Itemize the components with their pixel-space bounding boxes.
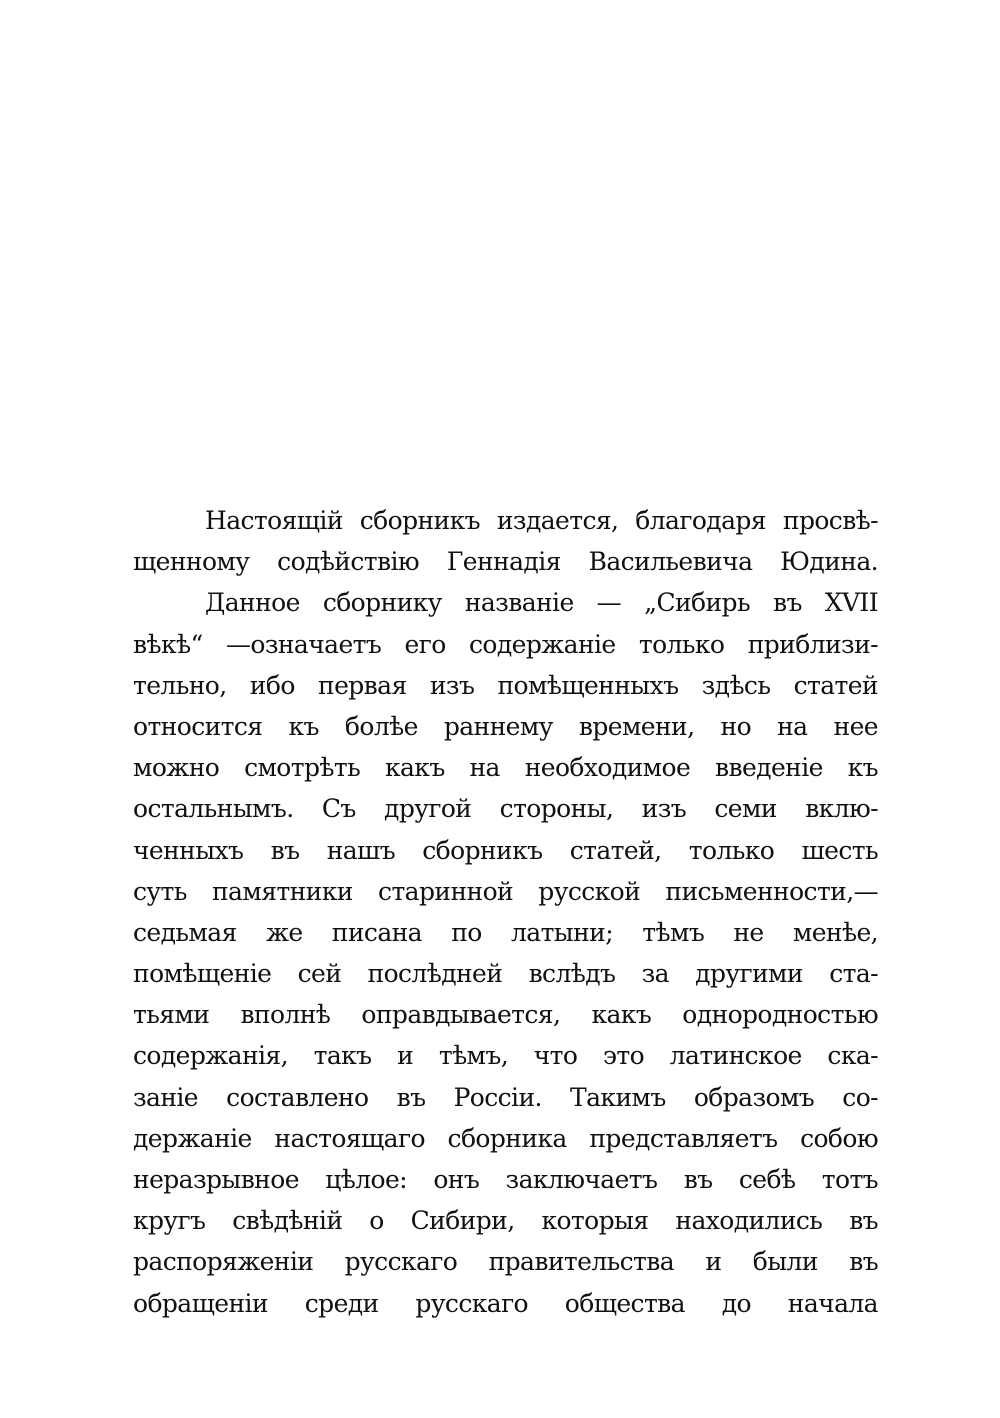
text-line: содержанія, такъ и тѣмъ, что это латинское ска- — [133, 1041, 878, 1071]
text-line: можно смотрѣть какъ на необходимое введеніе къ — [133, 753, 878, 783]
text-line: кругъ свѣдѣній о Сибири, которыя находились въ — [133, 1206, 878, 1236]
text-line: остальнымъ. Съ другой стороны, изъ семи вклю- — [133, 794, 878, 824]
text-line: тельно, ибо первая изъ помѣщенныхъ здѣсь статей — [133, 670, 878, 700]
text-line: тьями вполнѣ оправдывается, какъ однородностью — [133, 1000, 878, 1030]
paragraph-2 — [133, 582, 878, 1323]
text-line: помѣщеніе сей послѣдней вслѣдъ за другими ста- — [133, 959, 878, 989]
text-line: Данное сборнику названіе — „Сибирь въ XVII — [205, 588, 878, 618]
text-line: держаніе настоящаго сборника представляетъ собою — [133, 1123, 878, 1153]
text-line: ченныхъ въ нашъ сборникъ статей, только шесть — [133, 835, 878, 865]
text-line: суть памятники старинной русской письменности,— — [133, 876, 878, 906]
text-line: относится къ болѣе раннему времени, но на нее — [133, 711, 878, 741]
text-line: распоряженіи русскаго правительства и были въ — [133, 1247, 878, 1277]
text-line: обращеніи среди русскаго общества до начала — [133, 1288, 878, 1318]
text-line: неразрывное цѣлое: онъ заключаетъ въ себѣ тотъ — [133, 1165, 878, 1194]
paragraph-1 — [133, 500, 878, 582]
text-line: Настоящій сборникъ издается, благодаря просвѣ- — [205, 506, 878, 535]
text-line: заніе составлено въ Россіи. Такимъ образомъ со- — [133, 1082, 878, 1112]
text-line: седьмая же писана по латыни; тѣмъ не менѣе, — [133, 917, 878, 947]
text-line: щенному содѣйствію Геннадія Васильевича Юдина. — [133, 547, 878, 577]
text-line: вѣкѣ“ —означаетъ его содержаніе только приблизи- — [133, 629, 878, 659]
page-text — [133, 500, 878, 1324]
